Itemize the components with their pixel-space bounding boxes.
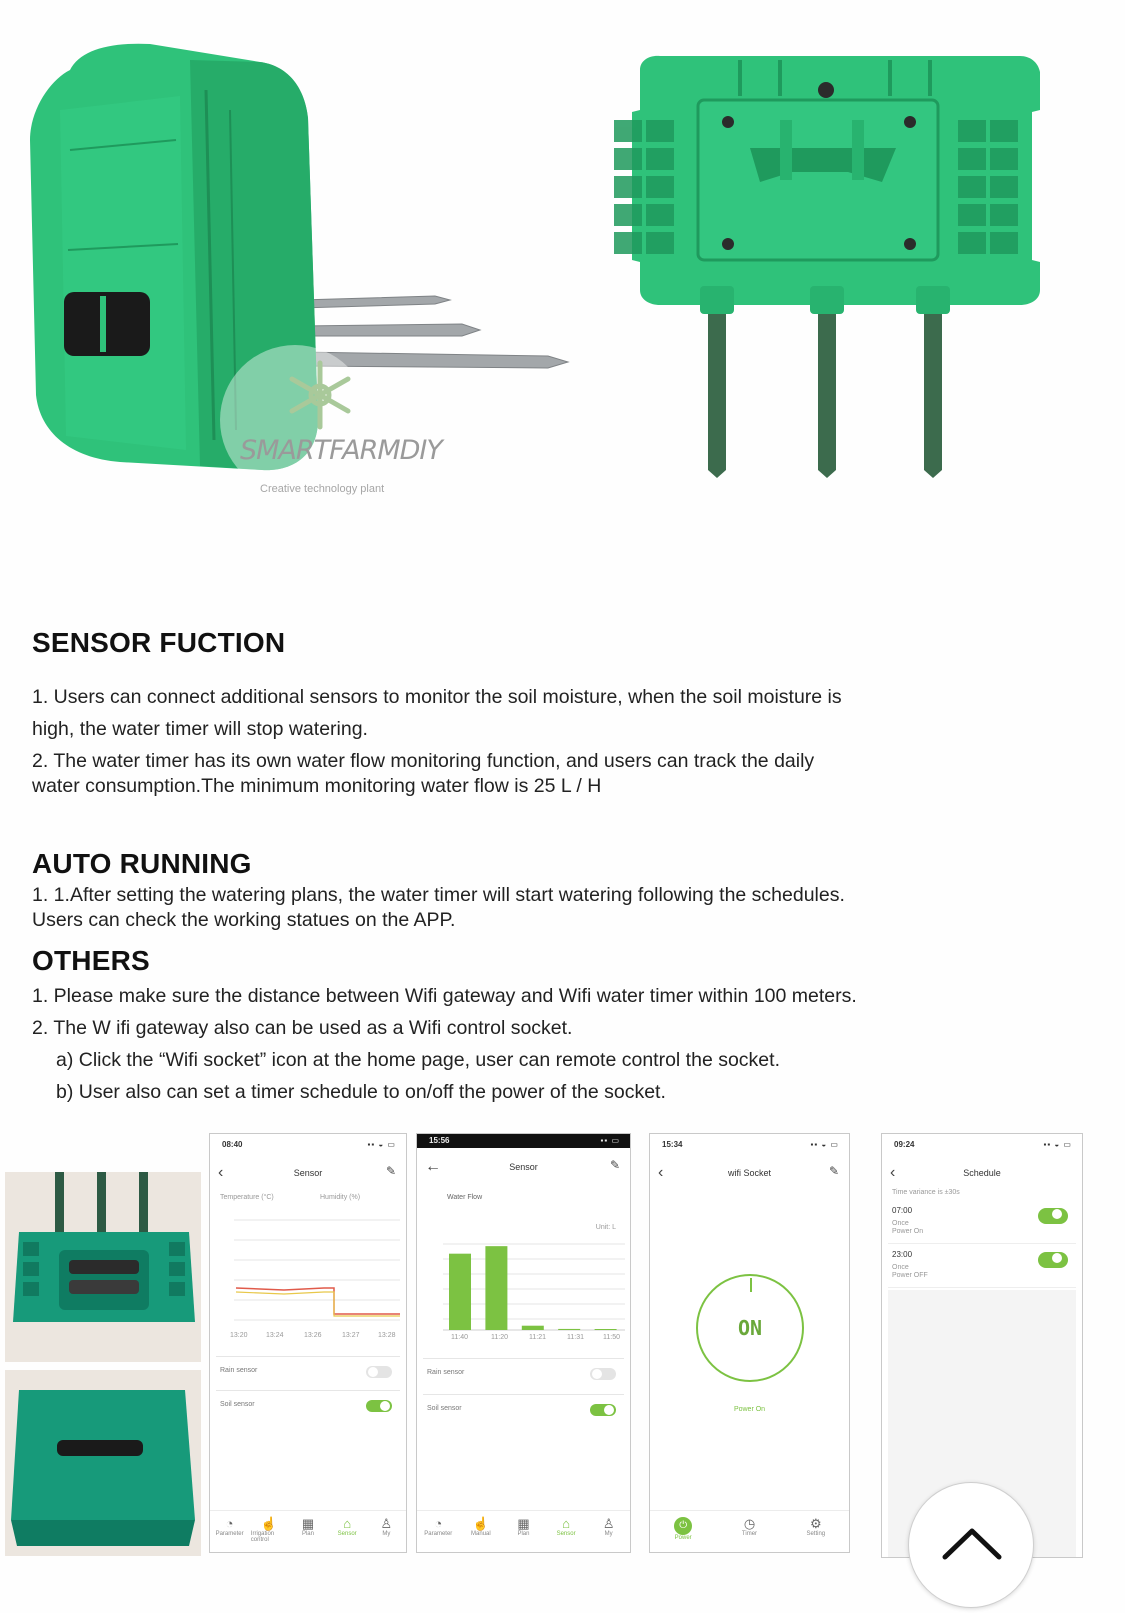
x-tick: 13:20 [230, 1332, 248, 1339]
soil-sensor-toggle[interactable] [590, 1404, 616, 1416]
schedule-action: Power On [892, 1228, 924, 1235]
others-line-4: b) User also can set a timer schedule to on/off the power of the socket. [56, 1081, 666, 1103]
water-flow-bar [522, 1326, 544, 1330]
watermark-tagline: Creative technology plant [260, 483, 385, 495]
tab-my[interactable]: ♙ My [380, 1516, 393, 1537]
snowflake-icon [280, 355, 360, 435]
sensor-probes-back [708, 300, 942, 478]
auto-running-line-1: 1. 1.After setting the watering plans, the water timer will start watering following the schedules. [32, 884, 845, 906]
socket-state: ON [737, 1316, 763, 1340]
soil-sensor-label: Soil sensor [427, 1405, 462, 1412]
water-flow-chart [435, 1234, 625, 1334]
power-button[interactable] [696, 1274, 804, 1382]
x-tick: 11:40 [451, 1334, 468, 1341]
status-time: 15:34 [662, 1140, 683, 1149]
others-line-3: a) Click the “Wifi socket” icon at the home page, user can remote control the socket. [56, 1049, 780, 1071]
tab-power[interactable]: ⏻ Power [665, 1517, 701, 1541]
app-screen-wifi-socket [649, 1133, 850, 1553]
edit-icon[interactable]: ✎ [828, 1164, 839, 1178]
power-icon: ⏻ [674, 1517, 692, 1535]
hand-icon: ☝ [472, 1516, 489, 1531]
tab-sensor[interactable]: ⌂ Sensor [337, 1516, 357, 1537]
screen-title: wifi Socket [727, 1168, 771, 1178]
tab-my[interactable]: ♙ My [602, 1516, 615, 1537]
x-tick: 11:31 [567, 1334, 584, 1341]
user-icon: ♙ [602, 1516, 615, 1531]
schedule-toggle[interactable] [1038, 1252, 1068, 1268]
tab-plan[interactable]: ▦ Plan [517, 1516, 530, 1537]
sensor-fuction-heading: SENSOR FUCTION [32, 627, 286, 658]
others-line-1: 1. Please make sure the distance between Wifi gateway and Wifi water timer within 100 meters. [32, 985, 857, 1007]
pie-chart-icon: ◔ [434, 1516, 443, 1531]
x-tick: 13:27 [342, 1332, 360, 1339]
status-time: 15:56 [429, 1136, 450, 1145]
signal-battery-icon: ▪▪ ◒ ▭ [1043, 1140, 1072, 1149]
screen-title: Schedule [963, 1168, 1001, 1178]
time-variance-note: Time variance is ±30s [892, 1189, 960, 1196]
water-flow-bar [485, 1246, 507, 1330]
rain-sensor-label: Rain sensor [427, 1369, 465, 1376]
back-icon[interactable]: ‹ [658, 1164, 664, 1181]
pie-chart-icon: ◔ [225, 1516, 234, 1531]
battery-compartment-photo [5, 1172, 201, 1362]
sensor-icon: ⌂ [562, 1516, 570, 1531]
schedule-time: 23:00 [892, 1250, 913, 1259]
tab-irrigation-control[interactable]: ☝ Irrigation control [250, 1516, 277, 1543]
edit-icon[interactable]: ✎ [609, 1158, 620, 1172]
timer-icon: ◷ [743, 1516, 756, 1531]
chart-unit: Unit: L [595, 1224, 616, 1231]
scroll-to-top-button[interactable] [908, 1482, 1034, 1608]
tab-bar [210, 1510, 406, 1552]
watermark-brand: SMARTFARMDIY [240, 435, 442, 466]
sensor-fuction-line-4: water consumption.The minimum monitoring water flow is 25 L / H [32, 775, 602, 797]
tab-bar [417, 1510, 630, 1552]
calendar-icon: ▦ [301, 1516, 315, 1531]
x-tick: 11:50 [603, 1334, 620, 1341]
tab-parameter[interactable]: ◔ Parameter [424, 1516, 453, 1537]
gear-icon: ⚙ [809, 1516, 822, 1531]
power-status: Power On [733, 1406, 766, 1413]
x-tick: 11:20 [491, 1334, 508, 1341]
screen-title: Sensor [293, 1168, 323, 1178]
sensor-fuction-line-1: 1. Users can connect additional sensors to monitor the soil moisture, when the soil moisture is [32, 686, 842, 708]
back-icon[interactable]: ← [425, 1158, 441, 1175]
water-flow-tab[interactable]: Water Flow [447, 1194, 483, 1201]
temperature-chart [224, 1210, 400, 1330]
soil-sensor-row[interactable] [423, 1394, 624, 1424]
brand-watermark [220, 345, 442, 495]
schedule-repeat: Once [892, 1264, 909, 1271]
sensor-side-photo [0, 0, 600, 560]
water-flow-bar [595, 1329, 617, 1330]
water-flow-bar [449, 1254, 471, 1330]
schedule-toggle[interactable] [1038, 1208, 1068, 1224]
auto-running-line-2: Users can check the working statues on the APP. [32, 909, 456, 931]
soil-sensor-toggle[interactable] [366, 1400, 392, 1412]
sensor-fuction-line-2: high, the water timer will stop watering. [32, 718, 368, 740]
hand-icon: ☝ [260, 1516, 277, 1531]
status-time: 08:40 [222, 1140, 243, 1149]
sensor-icon: ⌂ [343, 1516, 352, 1531]
soil-sensor-label: Soil sensor [220, 1401, 255, 1408]
auto-running-heading: AUTO RUNNING [32, 848, 252, 879]
app-screen-sensor-water-flow [416, 1133, 631, 1553]
water-flow-bar [558, 1329, 580, 1330]
schedule-item[interactable] [888, 1200, 1076, 1244]
calendar-icon: ▦ [517, 1516, 530, 1531]
tab-bar [650, 1510, 849, 1552]
chart-legend-humidity: Humidity (%) [320, 1194, 361, 1201]
rain-sensor-toggle[interactable] [366, 1366, 392, 1378]
tab-manual[interactable]: ☝ Manual [471, 1516, 491, 1537]
schedule-action: Power OFF [892, 1272, 928, 1279]
app-screen-sensor-temperature [209, 1133, 407, 1553]
rain-sensor-row[interactable] [216, 1356, 400, 1386]
x-tick: 13:26 [304, 1332, 322, 1339]
soil-sensor-row[interactable] [216, 1390, 400, 1420]
signal-battery-icon: ▪▪ ▭ [600, 1136, 620, 1145]
x-tick: 13:28 [378, 1332, 396, 1339]
x-tick: 11:21 [529, 1334, 546, 1341]
power-line-icon [750, 1278, 752, 1292]
rain-sensor-toggle[interactable] [590, 1368, 616, 1380]
rain-sensor-label: Rain sensor [220, 1367, 258, 1374]
sensor-top-photo [5, 1370, 201, 1556]
others-heading: OTHERS [32, 945, 150, 976]
sensor-back-photo [600, 0, 1125, 560]
rain-sensor-row[interactable] [423, 1358, 624, 1388]
chart-legend-temperature: Temperature (°C) [220, 1194, 274, 1201]
sensor-fuction-line-3: 2. The water timer has its own water flow monitoring function, and users can track the daily [32, 750, 815, 772]
others-line-2: 2. The W ifi gateway also can be used as a Wifi control socket. [32, 1017, 573, 1039]
edit-icon[interactable]: ✎ [385, 1164, 396, 1178]
schedule-time: 07:00 [892, 1206, 913, 1215]
status-time: 09:24 [894, 1140, 915, 1149]
tab-parameter[interactable]: ◔ Parameter [215, 1516, 244, 1537]
screen-title: Sensor [509, 1162, 538, 1172]
signal-battery-icon: ▪▪ ◒ ▭ [367, 1140, 396, 1149]
user-icon: ♙ [380, 1516, 393, 1531]
schedule-repeat: Once [892, 1220, 909, 1227]
schedule-item[interactable] [888, 1244, 1076, 1288]
back-icon[interactable]: ‹ [218, 1164, 224, 1181]
tab-plan[interactable]: ▦ Plan [301, 1516, 315, 1537]
tab-sensor[interactable]: ⌂ Sensor [556, 1516, 576, 1537]
tab-setting[interactable]: ⚙ Setting [806, 1516, 826, 1537]
tab-timer[interactable]: ◷ Timer [741, 1516, 758, 1537]
signal-battery-icon: ▪▪ ◒ ▭ [810, 1140, 839, 1149]
chevron-up-icon [909, 1483, 1035, 1609]
x-tick: 13:24 [266, 1332, 284, 1339]
back-icon[interactable]: ‹ [890, 1164, 896, 1181]
